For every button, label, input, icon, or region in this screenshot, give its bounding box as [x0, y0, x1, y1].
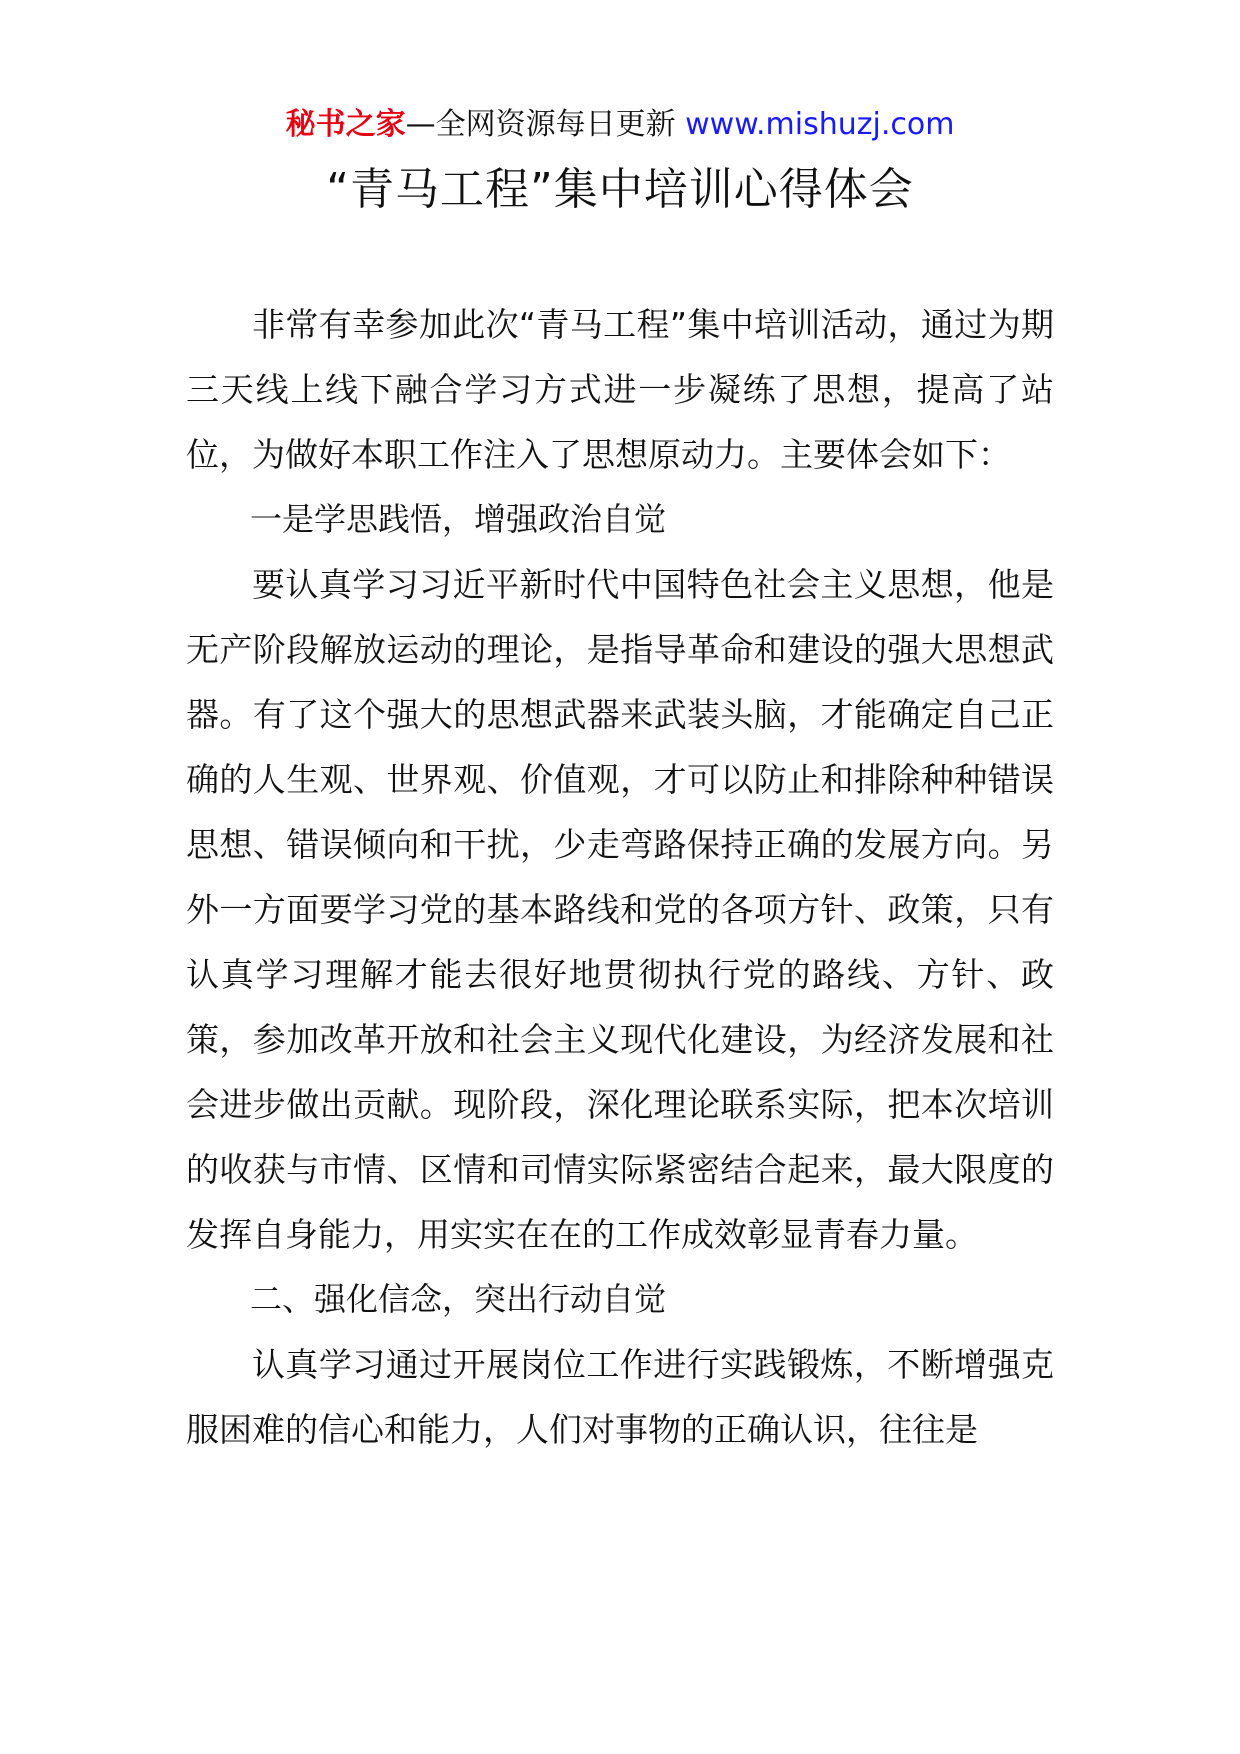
site-url-link[interactable]: www.mishuzj.com [685, 107, 955, 142]
document-title: “青马工程”集中培训心得体会 [326, 164, 914, 215]
section-heading-1: 一是学思践悟，增强政治自觉 [250, 500, 667, 538]
intro-paragraph: 非常有幸参加此次“青马工程”集中培训活动，通过为期三天线上线下融合学习方式进一步凝练了思想，提高了站位，为做好本职工作注入了思想原动力。主要体会如下： [186, 305, 1054, 474]
site-brand: 秘书之家 [285, 107, 406, 142]
section-2-paragraph: 认真学习通过开展岗位工作进行实践锻炼，不断增强克服困难的信心和能力，人们对事物的正确认识，往往是 [186, 1345, 1054, 1449]
document-body [186, 292, 1054, 1462]
section-heading-2: 二、强化信念，突出行动自觉 [250, 1280, 667, 1318]
site-slogan: —全网资源每日更新 [405, 107, 686, 142]
site-header [0, 103, 1240, 147]
section-1-paragraph: 要认真学习习近平新时代中国特色社会主义思想，他是无产阶段解放运动的理论，是指导革命和建设的强大思想武器。有了这个强大的思想武器来武装头脑，才能确定自己正确的人生观、世界观、价值观，才可以防止和排除种种错误思想、错误倾向和干扰，少走弯路保持正确的发展方向。另外一方面要学习党的基本路线和党的各项方针、政策，只有认真学习理解才能去很好地贯彻执行党的路线、方针、政策，参加改革开放和社会主义现代化建设，为经济发展和社会进步做出贡献。现阶段，深化理论联系实际，把本次培训的收获与市情、区情和司情实际紧密结合起来，最大限度的发挥自身能力，用实实在在的工作成效彰显青春力量。 [186, 565, 1054, 1254]
